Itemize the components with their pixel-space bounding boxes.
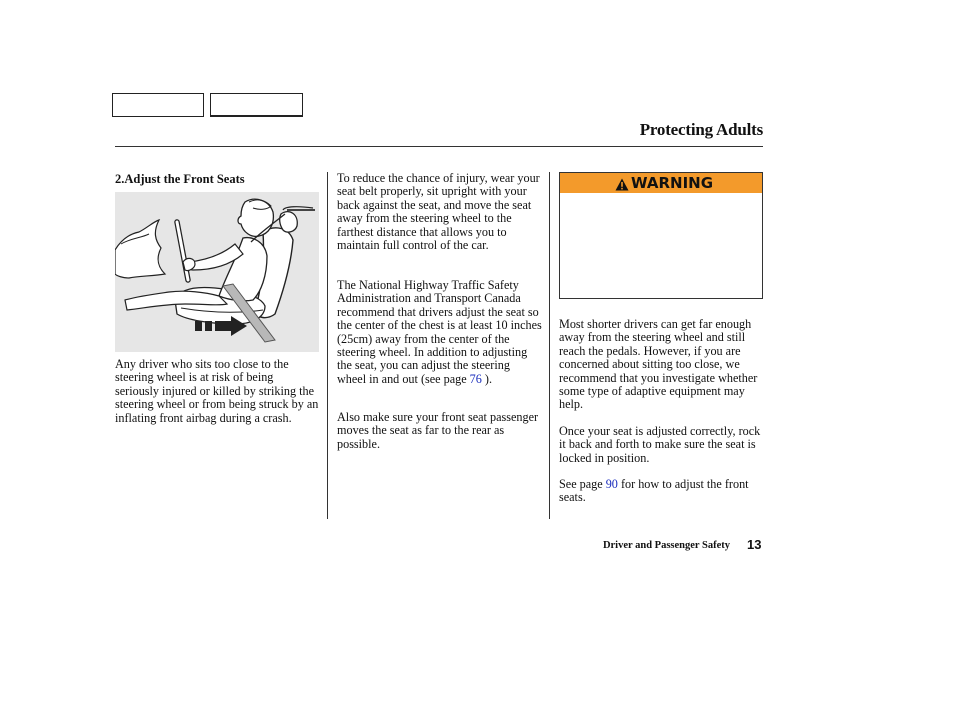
warning-box (559, 172, 763, 299)
page-76-link[interactable]: 76 (469, 371, 482, 386)
column2-text-2 (337, 279, 542, 386)
page-title: Protecting Adults (639, 120, 763, 139)
column1-paragraph (115, 358, 320, 425)
column2-text-3: Also make sure your front seat passenger moves the seat as far to the rear as possible. (337, 410, 539, 451)
column2-paragraph-1 (337, 172, 542, 252)
footer-section-name: Driver and Passenger Safety (602, 540, 730, 551)
column1-text: Any driver who sits too close to the steering wheel is at risk of being seriously injured or killed by striking the steering wheel or from being struck by an inflating front airbag during a crash. (115, 357, 319, 425)
column3-text-3-part-b: for how to adjust the front seats. (559, 477, 749, 505)
column2-text-2-part-a: The National Highway Traffic Safety Administration and Transport Canada recommend that drivers adjust the seat so the center of the chest is at least 10 inches (25cm) away from the center of the steering wheel. In addition to adjusting the seat, you can adjust the steering wheel in and out (see page (337, 278, 542, 386)
page-90-link[interactable]: 90 (605, 477, 618, 491)
section-heading: 2.Adjust the Front Seats (115, 172, 245, 186)
nav-tab-box-2[interactable] (210, 93, 303, 117)
column2-paragraph-3 (337, 411, 542, 451)
column2-text-2-part-b: ). (481, 371, 493, 386)
page-number: 13 (747, 537, 762, 552)
column3-text-1: Most shorter drivers can get far enough away from the steering wheel and still reach the pedals. However, if you are concerned about sitting too close, we recommend that you investigate whether some type of adaptive equipment may help. (559, 317, 758, 412)
title-divider (115, 146, 763, 147)
column3-paragraph-1 (559, 318, 765, 412)
column3-paragraph-2 (559, 425, 765, 465)
column3-text-3 (559, 478, 765, 505)
warning-triangle-icon (615, 177, 629, 190)
nav-tab-box-1[interactable] (112, 93, 204, 117)
warning-label: WARNING (631, 174, 714, 192)
column3-paragraph-3 (559, 478, 765, 505)
column3-text-2: Once your seat is adjusted correctly, rock it back and forth to make sure the seat is locked in position. (559, 424, 761, 465)
column-divider-2 (549, 172, 550, 519)
column3-text-3-part-a: See page (559, 477, 606, 491)
warning-banner (560, 173, 762, 193)
driver-seat-illustration (115, 192, 319, 352)
column-divider-1 (327, 172, 328, 519)
column2-text-1: To reduce the chance of injury, wear your seat belt properly, sit upright with your back against the seat, and move the seat away from the steering wheel to the farthest distance that allows you to maintain full control of the car. (337, 171, 540, 253)
column2-paragraph-2 (337, 279, 542, 386)
